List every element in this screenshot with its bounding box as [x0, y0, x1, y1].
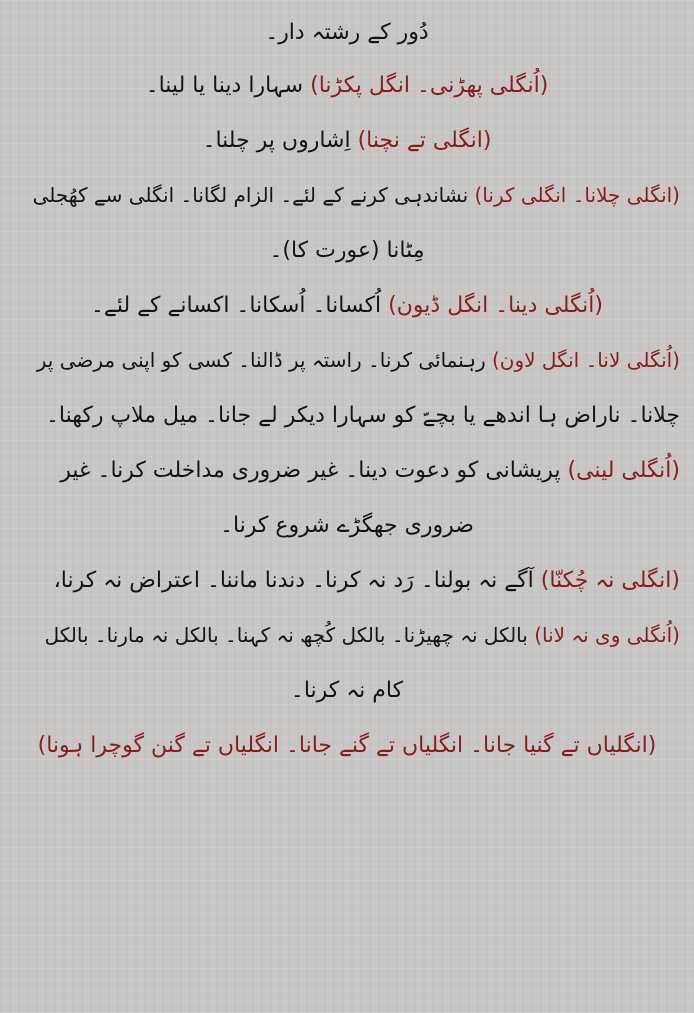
line-6-term: (اُنگلی دینا۔ انگل ڈیون) — [388, 293, 603, 318]
line-2-term: (اُنگلی پھڑنی۔ انگل پکڑنا) — [310, 73, 549, 98]
entry-line-11 — [14, 553, 680, 608]
entry-line-12 — [14, 608, 680, 663]
line-9-text: پریشانی کو دعوت دینا۔ غیر ضروری مداخلت کرنا۔ غیر — [60, 458, 561, 483]
line-12-text: بالکل نہ چھیڑنا۔ بالکل کُچھ نہ کہنا۔ بالکل نہ مارنا۔ بالکل — [44, 623, 528, 647]
entry-line-2 — [14, 58, 680, 113]
entry-line-1 — [14, 8, 680, 58]
line-1-text: دُور کے رشتہ دار۔ — [265, 20, 429, 45]
entry-line-10 — [14, 498, 680, 553]
entry-line-14 — [14, 718, 680, 773]
line-2-text: سہارا دینا یا لینا۔ — [145, 73, 304, 98]
line-9-term: (اُنگلی لینی) — [567, 458, 680, 483]
entry-line-5 — [14, 223, 680, 278]
entry-line-3 — [14, 113, 680, 168]
line-10-text: ضروری جھگڑے شروع کرنا۔ — [220, 513, 474, 538]
line-3-text: اِشاروں پر چلنا۔ — [202, 128, 351, 153]
line-11-term: (انگلی نہ چُکنّا) — [540, 568, 680, 593]
line-4-term: (انگلی چلانا۔ انگلی کرنا) — [474, 183, 680, 207]
line-7-term: (اُنگلی لانا۔ انگل لاون) — [492, 348, 680, 372]
line-3-term: (انگلی تے نچنا) — [357, 128, 492, 153]
line-11-text: آگے نہ بولنا۔ رَد نہ کرنا۔ دندنا ماننا۔ اعتراض نہ کرنا، — [53, 568, 534, 593]
line-12-term: (اُنگلی وی نہ لانا) — [534, 623, 680, 647]
entry-line-13 — [14, 663, 680, 718]
line-8-text: چلانا۔ ناراض ہا اندھے یا بچےّ کو سہارا دیکر لے جانا۔ میل ملاپ رکھنا۔ — [45, 403, 680, 428]
line-5-text: مِٹانا (عورت کا)۔ — [269, 238, 425, 263]
line-4-text: نشاندہی کرنے کے لئے۔ الزام لگانا۔ انگلی سے کھُجلی — [32, 183, 469, 207]
entry-line-4 — [14, 168, 680, 223]
entry-line-7 — [14, 333, 680, 388]
line-14-text: (انگلیاں تے گنیا جانا۔ انگلیاں تے گنے جانا۔ انگلیاں تے گنن گوچرا ہونا) — [37, 733, 657, 758]
line-13-text: کام نہ کرنا۔ — [290, 678, 404, 703]
line-7-text: رہنمائی کرنا۔ راستہ پر ڈالنا۔ کسی کو اپنی مرضی پر — [36, 348, 486, 372]
entry-line-8 — [14, 388, 680, 443]
entry-line-6 — [14, 278, 680, 333]
line-6-text: اُکسانا۔ اُسکانا۔ اکسانے کے لئے۔ — [91, 293, 382, 318]
entry-line-9 — [14, 443, 680, 498]
